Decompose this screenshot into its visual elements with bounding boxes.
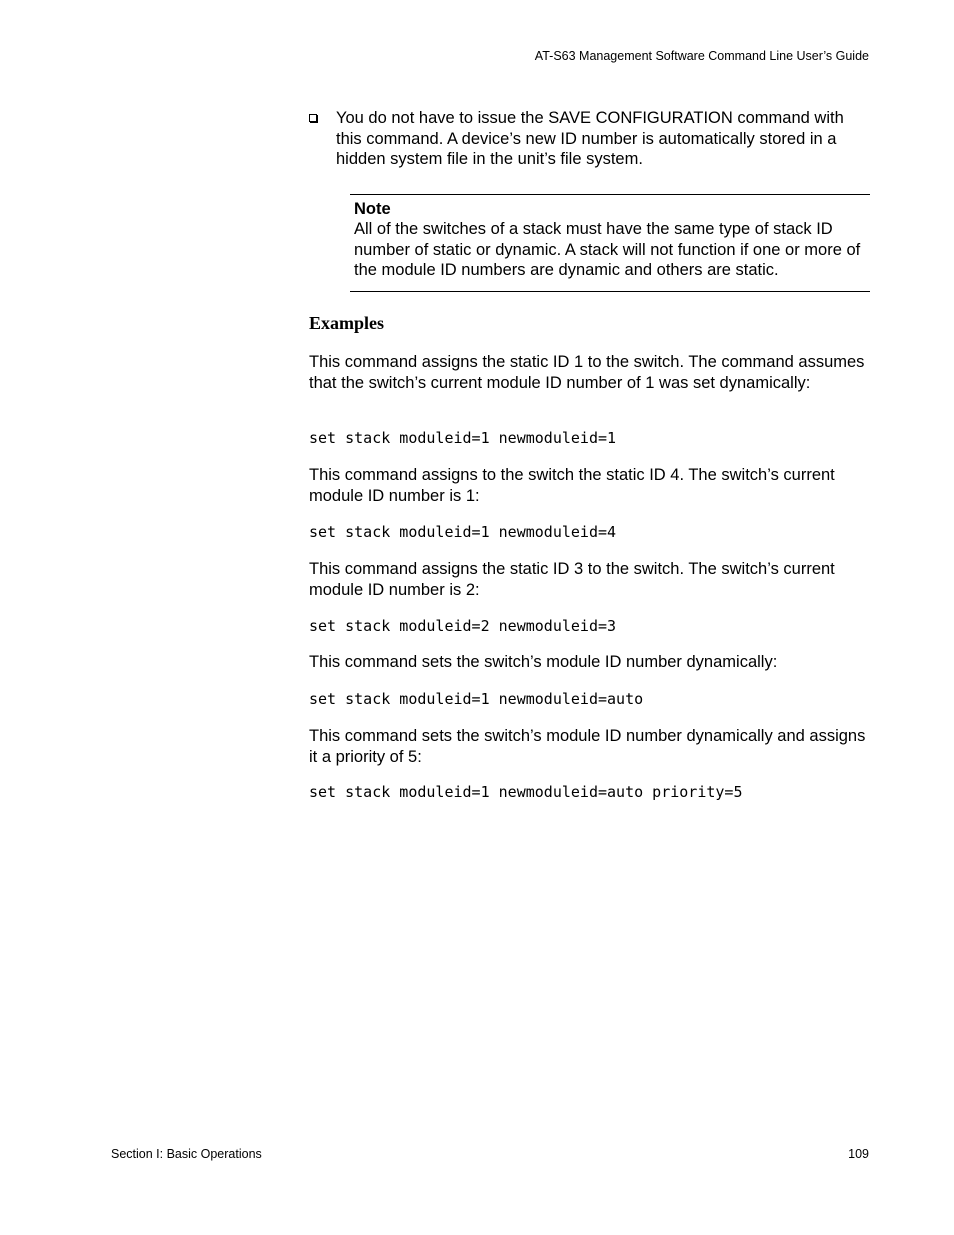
- examples-heading: Examples: [309, 313, 385, 333]
- footer-section: Section I: Basic Operations: [111, 1147, 262, 1161]
- example-command: set stack moduleid=1 newmoduleid=1: [309, 429, 617, 447]
- note-body: All of the switches of a stack must have the same type of stack ID number of static or dynamic. A stack will not function if one or more of the module ID numbers are dynamic and others are static.: [354, 220, 861, 279]
- bullet-text: You do not have to issue the SAVE CONFIGURATION command with this command. A device’s new ID number is automatically stored in a hidden system file in the unit’s file system.: [336, 109, 844, 168]
- example-description: This command assigns the static ID 3 to the switch. The switch’s current module ID number is 2:: [309, 560, 835, 599]
- checkbox-bullet-icon: [309, 114, 317, 122]
- example-description: This command assigns to the switch the static ID 4. The switch’s current module ID number is 1:: [309, 466, 835, 505]
- running-header: AT-S63 Management Software Command Line User’s Guide: [534, 49, 869, 63]
- example-command: set stack moduleid=2 newmoduleid=3: [309, 617, 617, 635]
- page-number: 109: [848, 1147, 869, 1161]
- bullet-item: [309, 108, 870, 170]
- example-command: set stack moduleid=1 newmoduleid=auto: [309, 690, 644, 708]
- example-command: set stack moduleid=1 newmoduleid=4: [309, 523, 617, 541]
- example-command: set stack moduleid=1 newmoduleid=auto priority=5: [309, 783, 743, 801]
- example-description: This command sets the switch’s module ID number dynamically:: [309, 653, 778, 671]
- example-description: This command sets the switch’s module ID number dynamically and assigns it a priority of 5:: [309, 727, 866, 766]
- note-box: [350, 194, 870, 292]
- note-title: Note: [354, 200, 391, 218]
- example-description: This command assigns the static ID 1 to the switch. The command assumes that the switch’s current module ID number of 1 was set dynamically:: [309, 353, 865, 392]
